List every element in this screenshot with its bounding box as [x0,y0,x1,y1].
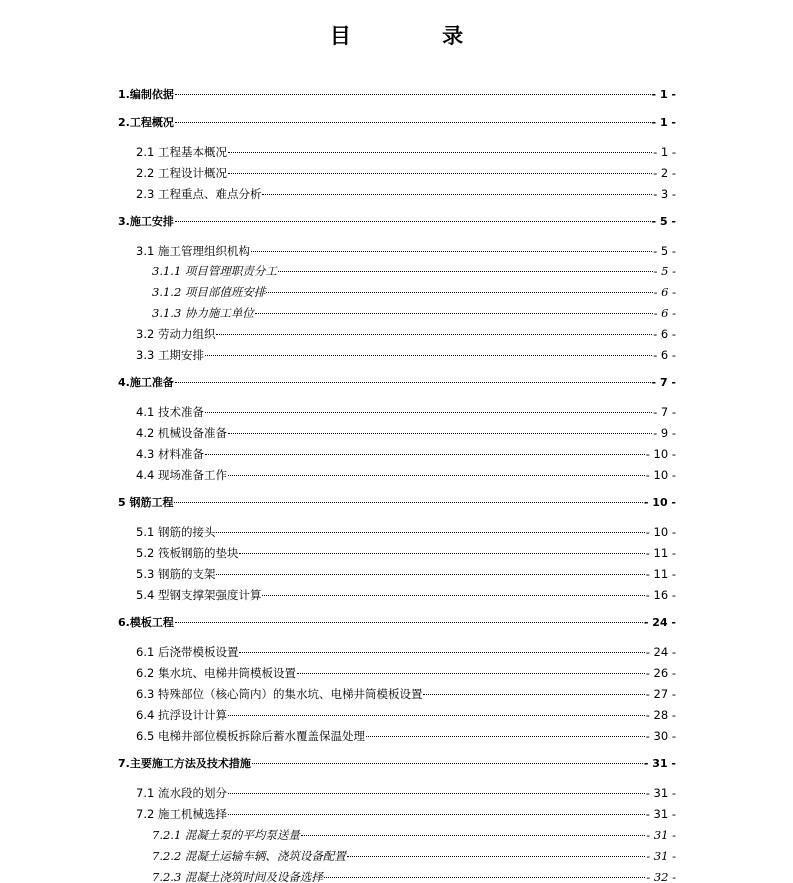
toc-entry-page-number: - 30 - [645,729,676,743]
dot-leader [228,793,645,794]
toc-entry-page-number: - 32 - [646,870,676,883]
dot-leader [423,694,644,695]
toc-entry-page-number: - 1 - [651,88,676,101]
toc-entry[interactable] [136,726,676,746]
toc-entry-page-number: - 6 - [653,348,676,362]
toc-entry-label: 6.模板工程 [118,616,174,629]
toc-entry[interactable] [136,402,676,422]
toc-entry-page-number: - 10 - [645,447,676,461]
toc-entry-label: 2.2 工程设计概况 [136,166,227,180]
toc-entry[interactable] [136,142,676,162]
toc-entry[interactable] [136,783,676,803]
dot-leader [175,382,651,383]
dot-leader [216,532,644,533]
toc-entry-label: 3.1.1 项目管理职责分工 [152,264,277,278]
toc-entry-label: 4.1 技术准备 [136,405,204,419]
toc-entry[interactable] [136,465,676,485]
dot-leader [297,673,645,674]
toc-entry-label: 6.5 电梯井部位模板拆除后蓄水覆盖保温处理 [136,729,365,743]
dot-leader [228,152,652,153]
toc-entry-page-number: - 10 - [645,468,676,482]
toc-entry[interactable] [136,184,676,204]
dot-leader [175,122,651,123]
toc-entry[interactable] [136,324,676,344]
toc-entry[interactable] [136,543,676,563]
toc-entry-page-number: - 3 - [653,187,676,201]
toc-entry-page-number: - 11 - [645,567,676,581]
toc-entry[interactable] [136,642,676,662]
toc-entry[interactable] [152,303,676,323]
toc-entry-label: 7.1 流水段的划分 [136,786,227,800]
dot-leader [262,595,644,596]
toc-entry-label: 5.2 筏板钢筋的垫块 [136,546,239,560]
toc-entry-label: 7.2.2 混凝土运输车辆、浇筑设备配置 [152,849,346,863]
toc-entry[interactable] [136,522,676,542]
toc-entry-page-number: - 6 - [653,306,676,320]
toc-entry-label: 4.2 机械设备准备 [136,426,227,440]
toc-entry[interactable] [136,804,676,824]
toc-entry-label: 6.1 后浇带模板设置 [136,645,239,659]
dot-leader [252,763,643,764]
toc-entry[interactable] [136,564,676,584]
toc-entry-page-number: - 31 - [645,807,676,821]
dot-leader [216,334,652,335]
toc-entry-page-number: - 1 - [651,116,676,129]
toc-entry-page-number: - 10 - [643,496,676,509]
toc-entry-page-number: - 31 - [645,786,676,800]
toc-entry-page-number: - 24 - [643,616,676,629]
dot-leader [266,292,652,293]
toc-entry-label: 2.1 工程基本概况 [136,145,227,159]
toc-entry-page-number: - 31 - [646,828,676,842]
toc-entry-page-number: - 31 - [643,757,676,770]
toc-entry[interactable] [152,261,676,281]
toc-entry[interactable] [136,163,676,183]
dot-leader [228,814,645,815]
toc-entry[interactable] [136,423,676,443]
toc-entry-page-number: - 31 - [646,849,676,863]
toc-entry[interactable] [136,585,676,605]
toc-entry[interactable] [136,663,676,683]
toc-entry-label: 6.4 抗浮设计计算 [136,708,227,722]
toc-entry-label: 2.工程概况 [118,116,174,129]
toc-entry[interactable] [152,282,676,302]
dot-leader [239,652,644,653]
toc-entry-label: 2.3 工程重点、难点分析 [136,187,262,201]
toc-entry[interactable] [152,867,676,883]
toc-entry-label: 4.4 现场准备工作 [136,468,227,482]
toc-entry-label: 3.2 劳动力组织 [136,327,216,341]
dot-leader [366,736,645,737]
toc-entry[interactable] [118,212,676,232]
dot-leader [228,173,652,174]
toc-entry-label: 7.主要施工方法及技术措施 [118,757,251,770]
toc-entry-page-number: - 6 - [653,327,676,341]
toc-entry-label: 1.编制依据 [118,88,174,101]
dot-leader [205,355,652,356]
toc-entry-page-number: - 2 - [653,166,676,180]
toc-entry-page-number: - 26 - [645,666,676,680]
toc-entry[interactable] [152,846,676,866]
dot-leader [324,877,645,878]
toc-entry-page-number: - 5 - [653,244,676,258]
dot-leader [347,856,645,857]
dot-leader [175,221,651,222]
dot-leader [175,622,643,623]
toc-entry-page-number: - 7 - [653,405,676,419]
toc-entry-label: 3.1.2 项目部值班安排 [152,285,266,299]
dot-leader [239,553,644,554]
dot-leader [278,271,653,272]
toc-entry-page-number: - 5 - [653,264,676,278]
toc-entry[interactable] [118,373,676,393]
toc-entry-label: 6.2 集水坑、电梯井筒模板设置 [136,666,296,680]
toc-entry-label: 3.3 工期安排 [136,348,204,362]
toc-entry[interactable] [118,113,676,133]
dot-leader [175,94,651,95]
toc-entry-page-number: - 24 - [645,645,676,659]
toc-entry-page-number: - 28 - [645,708,676,722]
toc-entry-page-number: - 16 - [645,588,676,602]
toc-entry-label: 5.1 钢筋的接头 [136,525,216,539]
toc-entry-page-number: - 7 - [651,376,676,389]
dot-leader [205,454,645,455]
toc-entry-label: 5 钢筋工程 [118,496,174,509]
dot-leader [205,412,652,413]
toc-entry-page-number: - 11 - [645,546,676,560]
toc-entry[interactable] [118,85,676,105]
toc-entry-label: 4.3 材料准备 [136,447,204,461]
dot-leader [301,835,645,836]
toc-entry[interactable] [136,705,676,725]
dot-leader [228,433,652,434]
toc-entry-page-number: - 9 - [653,426,676,440]
dot-leader [251,251,652,252]
dot-leader [174,502,642,503]
toc-entry-page-number: - 6 - [653,285,676,299]
toc-entry[interactable] [136,444,676,464]
toc-entry-label: 7.2.3 混凝土浇筑时间及设备选择 [152,870,323,883]
page-title: 目 录 [329,24,506,48]
toc-entry[interactable] [136,241,676,261]
toc-entry[interactable] [118,613,676,633]
toc-entry[interactable] [136,345,676,365]
toc-entry[interactable] [118,754,676,774]
dot-leader [216,574,644,575]
toc-entry[interactable] [152,825,676,845]
toc-entry-label: 6.3 特殊部位（核心筒内）的集水坑、电梯井筒模板设置 [136,687,423,701]
toc-entry[interactable] [136,684,676,704]
toc-entry[interactable] [118,493,676,513]
toc-entry-label: 3.施工安排 [118,215,174,228]
dot-leader [228,475,645,476]
dot-leader [262,194,652,195]
toc-entry-page-number: - 10 - [645,525,676,539]
toc-entry-page-number: - 27 - [645,687,676,701]
toc-entry-label: 5.4 型钢支撑架强度计算 [136,588,262,602]
toc-entry-label: 7.2.1 混凝土泵的平均泵送量 [152,828,300,842]
toc-entry-label: 4.施工准备 [118,376,174,389]
toc-entry-label: 5.3 钢筋的支架 [136,567,216,581]
dot-leader [255,313,653,314]
toc-entry-label: 7.2 施工机械选择 [136,807,227,821]
dot-leader [228,715,645,716]
toc-entry-page-number: - 1 - [653,145,676,159]
toc-entry-label: 3.1 施工管理组织机构 [136,244,250,258]
toc-entry-label: 3.1.3 协力施工单位 [152,306,254,320]
toc-entry-page-number: - 5 - [651,215,676,228]
